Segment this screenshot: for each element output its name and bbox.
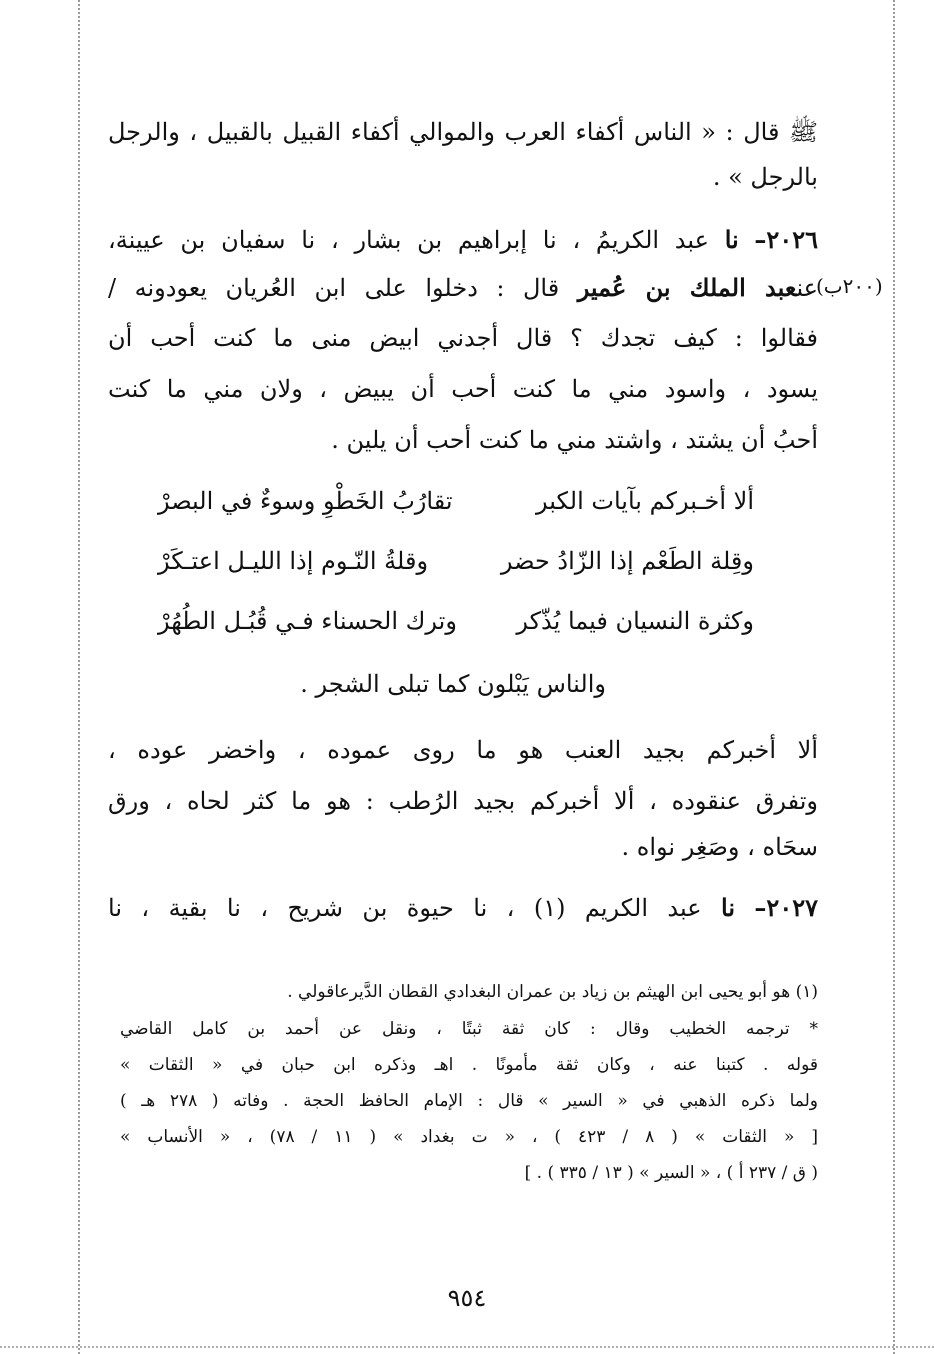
poem-hemistich: وقلةُ النّـوم إذا الليـل اعتـكَرْ	[158, 547, 429, 575]
hadith-2026-line2	[108, 273, 818, 302]
hadith-narrator-marker: نا	[721, 893, 735, 922]
hadith-isnad: عبد الكريمُ ، نا إبراهيم بن بشار ، نا سفيان بن عيينة،	[108, 226, 709, 254]
poem-hemistich: ألا أخـبركم بآيات الكبر	[536, 487, 754, 515]
isnad-prefix: عن	[796, 274, 818, 302]
footnote-line: ( ق / ٢٣٧ أ ) ، « السير » ( ١٣ / ٣٣٥ ) . ]	[524, 1163, 818, 1183]
para2-line3: سحَاه ، وصَغِر نواه .	[621, 833, 818, 861]
footnote-line: (١) هو أبو يحيى ابن الهيثم بن زياد بن عمران البغدادي القطان الدَّيرعاقولي .	[287, 982, 818, 1002]
bottom-dotted-border	[0, 1346, 934, 1348]
footnote-line: * ترجمه الخطيب وقال : كان ثقة ثبتًا ، ونقل عن أحمد بن كامل القاضي	[120, 1019, 818, 1039]
para2-line2: وتفرق عنقوده ، ألا أخبركم بجيد الرُطب : هو ما كثر لحاه ، ورق	[108, 787, 818, 815]
isnad-continuation: قال : دخلوا على ابن العُريان يعودونه /	[108, 274, 560, 302]
hadith-2026-line5: أحبُ أن يشتد ، واشتد مني ما كنت أحب أن يلين .	[331, 426, 818, 454]
hadith-2026-line1	[108, 225, 818, 254]
footnote-line: ولما ذكره الذهبي في « السير » قال : الإمام الحافظ الحجة . وفاته ( ٢٧٨ هـ )	[120, 1091, 818, 1111]
hadith-number: ٢٠٢٧–	[754, 893, 818, 922]
para2-line1: ألا أخبركم بجيد العنب هو ما روى عموده ، واخضر عوده ،	[108, 736, 818, 764]
footnote-line: قوله . كتبنا عنه ، وكان ثقة مأمونًا . اهـ وذكره ابن حبان في « الثقات »	[120, 1055, 818, 1075]
poem-closing-line: والناس يَبْلون كما تبلى الشجر .	[300, 670, 606, 698]
narrator-name: عبد الملك بن عُمير	[577, 273, 797, 302]
hadith-2027-line1	[108, 893, 818, 922]
hadith-narrator-marker: نا	[724, 225, 739, 254]
folio-margin-note: (٢٠٠ب)	[816, 274, 883, 298]
poem-hemistich: تقارُبُ الخَطْوِ وسوءٌ في البصرْ	[158, 487, 453, 515]
left-dotted-border	[78, 0, 80, 1354]
page-number: ٩٥٤	[447, 1284, 487, 1312]
hadith-isnad: عبد الكريم (١) ، نا حيوة بن شريح ، نا بقية ، نا	[108, 894, 702, 922]
hadith-2026-line3: فقالوا : كيف تجدك ؟ قال أجدني ابيض منى ما كنت أحب أن	[108, 324, 818, 352]
poem-hemistich: وكثرة النسيان فيما يُذّكر	[516, 607, 754, 635]
poem-hemistich: وقِلة الطَعْم إذا الزّادُ حضر	[500, 547, 754, 575]
hadith-2026-line4: يسود ، واسود مني ما كنت أحب أن يبيض ، ولان مني ما كنت	[108, 375, 818, 403]
para1-line2: بالرجل » .	[712, 163, 818, 191]
footnote-line: [ « الثقات » ( ٨ / ٤٢٣ ) ، « ت بغداد » ( ١١ / ٧٨) ، « الأنساب »	[120, 1127, 819, 1147]
right-dotted-border	[893, 0, 895, 1354]
hadith-number: ٢٠٢٦–	[754, 225, 818, 254]
para1-line1: ﷺ قال : « الناس أكفاء العرب والموالي أكفاء القبيل بالقبيل ، والرجل	[108, 118, 818, 146]
poem-hemistich: وترك الحسناء فـي قُبُـل الطُهُرْ	[158, 607, 457, 635]
